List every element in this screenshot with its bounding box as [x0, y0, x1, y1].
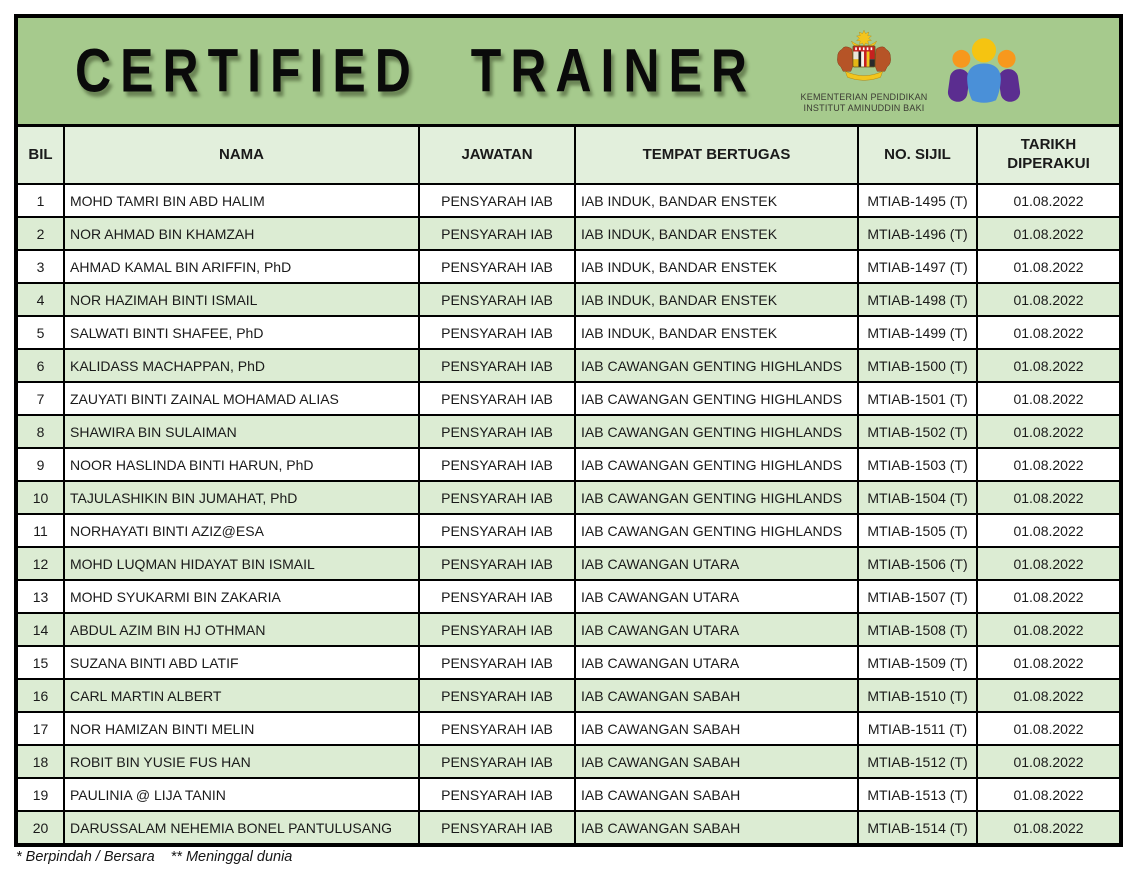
table-row: [18, 812, 1119, 843]
cell-no-sijil: MTIAB-1503 (T): [859, 449, 978, 480]
table-body: [18, 185, 1119, 843]
cell-bil: 11: [18, 515, 65, 546]
cell-no-sijil: MTIAB-1498 (T): [859, 284, 978, 315]
cell-no-sijil: MTIAB-1502 (T): [859, 416, 978, 447]
cell-bil: 3: [18, 251, 65, 282]
cell-no-sijil: MTIAB-1496 (T): [859, 218, 978, 249]
cell-tempat-bertugas: IAB INDUK, BANDAR ENSTEK: [576, 251, 859, 282]
cell-bil: 5: [18, 317, 65, 348]
cell-bil: 8: [18, 416, 65, 447]
title-banner: [18, 18, 1119, 127]
cell-bil: 13: [18, 581, 65, 612]
header-cell-tempat: TEMPAT BERTUGAS: [576, 127, 859, 183]
cell-tempat-bertugas: IAB CAWANGAN UTARA: [576, 647, 859, 678]
cell-tempat-bertugas: IAB CAWANGAN GENTING HIGHLANDS: [576, 449, 859, 480]
header-cell-jawatan: JAWATAN: [420, 127, 576, 183]
cell-tempat-bertugas: IAB CAWANGAN GENTING HIGHLANDS: [576, 515, 859, 546]
table-row: [18, 251, 1119, 284]
table-row: [18, 317, 1119, 350]
cell-tarikh-diperakui: 01.08.2022: [1013, 324, 1084, 341]
cell-nama: KALIDASS MACHAPPAN, PhD: [65, 350, 420, 381]
cell-nama: SUZANA BINTI ABD LATIF: [65, 647, 420, 678]
cell-jawatan: PENSYARAH IAB: [420, 746, 576, 777]
cell-nama: CARL MARTIN ALBERT: [65, 680, 420, 711]
table-row: [18, 746, 1119, 779]
cell-tempat-bertugas: IAB CAWANGAN UTARA: [576, 548, 859, 579]
cell-tempat-bertugas: IAB CAWANGAN GENTING HIGHLANDS: [576, 350, 859, 381]
cell-nama: PAULINIA @ LIJA TANIN: [65, 779, 420, 810]
cell-bil: 15: [18, 647, 65, 678]
cell-jawatan: PENSYARAH IAB: [420, 647, 576, 678]
cell-bil: 1: [18, 185, 65, 216]
table-row: [18, 680, 1119, 713]
cell-no-sijil: MTIAB-1510 (T): [859, 680, 978, 711]
crest-caption: [801, 92, 928, 114]
cell-no-sijil: MTIAB-1508 (T): [859, 614, 978, 645]
table-row: [18, 581, 1119, 614]
cell-tarikh-diperakui: 01.08.2022: [1013, 753, 1084, 770]
cell-jawatan: PENSYARAH IAB: [420, 779, 576, 810]
cell-nama: NOR AHMAD BIN KHAMZAH: [65, 218, 420, 249]
footnote-part1: * Berpindah / Bersara: [16, 849, 155, 865]
cell-bil: 12: [18, 548, 65, 579]
crest-caption-line2: INSTITUT AMINUDDIN BAKI: [803, 102, 925, 113]
cell-no-sijil: MTIAB-1507 (T): [859, 581, 978, 612]
cell-tempat-bertugas: IAB INDUK, BANDAR ENSTEK: [576, 218, 859, 249]
cell-jawatan: PENSYARAH IAB: [420, 284, 576, 315]
cell-nama: NORHAYATI BINTI AZIZ@ESA: [65, 515, 420, 546]
cell-nama: ZAUYATI BINTI ZAINAL MOHAMAD ALIAS: [65, 383, 420, 414]
cell-nama: NOOR HASLINDA BINTI HARUN, PhD: [65, 449, 420, 480]
title-wrap: [18, 36, 813, 106]
cell-tempat-bertugas: IAB INDUK, BANDAR ENSTEK: [576, 185, 859, 216]
malaysia-coat-of-arms-icon: [831, 29, 897, 90]
cell-bil: 14: [18, 614, 65, 645]
table-row: [18, 185, 1119, 218]
cell-tarikh-diperakui: 01.08.2022: [1013, 291, 1084, 308]
cell-jawatan: PENSYARAH IAB: [420, 218, 576, 249]
cell-jawatan: PENSYARAH IAB: [420, 812, 576, 843]
banner-logos: [800, 29, 1119, 114]
footnote: [16, 849, 308, 865]
cell-bil: 16: [18, 680, 65, 711]
cell-bil: 2: [18, 218, 65, 249]
cell-tarikh-diperakui: 01.08.2022: [1013, 588, 1084, 605]
cell-no-sijil: MTIAB-1504 (T): [859, 482, 978, 513]
cell-tarikh-diperakui: 01.08.2022: [1013, 456, 1084, 473]
cell-jawatan: PENSYARAH IAB: [420, 713, 576, 744]
page-title: CERTIFIED TRAINER: [75, 36, 756, 106]
table-row: [18, 647, 1119, 680]
cell-tempat-bertugas: IAB CAWANGAN GENTING HIGHLANDS: [576, 383, 859, 414]
cell-tempat-bertugas: IAB CAWANGAN SABAH: [576, 746, 859, 777]
cell-bil: 9: [18, 449, 65, 480]
cell-jawatan: PENSYARAH IAB: [420, 548, 576, 579]
cell-bil: 18: [18, 746, 65, 777]
cell-jawatan: PENSYARAH IAB: [420, 614, 576, 645]
table-row: [18, 284, 1119, 317]
cell-tarikh-diperakui: 01.08.2022: [1013, 555, 1084, 572]
cell-nama: SHAWIRA BIN SULAIMAN: [65, 416, 420, 447]
cell-no-sijil: MTIAB-1511 (T): [859, 713, 978, 744]
cell-tarikh-diperakui: 01.08.2022: [1013, 654, 1084, 671]
cell-jawatan: PENSYARAH IAB: [420, 482, 576, 513]
cell-jawatan: PENSYARAH IAB: [420, 416, 576, 447]
cell-tarikh-diperakui: 01.08.2022: [1013, 687, 1084, 704]
cell-nama: MOHD LUQMAN HIDAYAT BIN ISMAIL: [65, 548, 420, 579]
cell-tempat-bertugas: IAB INDUK, BANDAR ENSTEK: [576, 284, 859, 315]
cell-tempat-bertugas: IAB CAWANGAN SABAH: [576, 812, 859, 843]
cell-nama: NOR HAZIMAH BINTI ISMAIL: [65, 284, 420, 315]
team-people-icon: [945, 33, 1023, 110]
cell-jawatan: PENSYARAH IAB: [420, 251, 576, 282]
table-row: [18, 482, 1119, 515]
cell-bil: 4: [18, 284, 65, 315]
cell-nama: NOR HAMIZAN BINTI MELIN: [65, 713, 420, 744]
cell-tempat-bertugas: IAB CAWANGAN SABAH: [576, 779, 859, 810]
cell-tempat-bertugas: IAB INDUK, BANDAR ENSTEK: [576, 317, 859, 348]
cell-tarikh-diperakui: 01.08.2022: [1013, 720, 1084, 737]
cell-nama: AHMAD KAMAL BIN ARIFFIN, PhD: [65, 251, 420, 282]
certified-trainer-document: [14, 14, 1123, 847]
cell-tempat-bertugas: IAB CAWANGAN SABAH: [576, 713, 859, 744]
cell-nama: SALWATI BINTI SHAFEE, PhD: [65, 317, 420, 348]
cell-tarikh-diperakui: 01.08.2022: [1013, 192, 1084, 209]
cell-bil: 19: [18, 779, 65, 810]
header-cell-nama: NAMA: [65, 127, 420, 183]
header-cell-bil: BIL: [18, 127, 65, 183]
cell-bil: 6: [18, 350, 65, 381]
header-cell-sijil: NO. SIJIL: [859, 127, 978, 183]
cell-no-sijil: MTIAB-1514 (T): [859, 812, 978, 843]
cell-tarikh-diperakui: 01.08.2022: [1013, 621, 1084, 638]
cell-tarikh-diperakui: 01.08.2022: [1013, 423, 1084, 440]
cell-tempat-bertugas: IAB CAWANGAN SABAH: [576, 680, 859, 711]
table-row: [18, 416, 1119, 449]
table-row: [18, 449, 1119, 482]
cell-no-sijil: MTIAB-1506 (T): [859, 548, 978, 579]
table-row: [18, 515, 1119, 548]
header-cell-tarikh: TARIKH DIPERAKUI: [978, 127, 1119, 183]
cell-tarikh-diperakui: 01.08.2022: [1013, 390, 1084, 407]
cell-jawatan: PENSYARAH IAB: [420, 680, 576, 711]
crest-caption-line1: KEMENTERIAN PENDIDIKAN: [800, 91, 928, 102]
cell-tarikh-diperakui: 01.08.2022: [1013, 225, 1084, 242]
cell-jawatan: PENSYARAH IAB: [420, 449, 576, 480]
cell-jawatan: PENSYARAH IAB: [420, 350, 576, 381]
table-row: [18, 548, 1119, 581]
cell-tarikh-diperakui: 01.08.2022: [1013, 258, 1084, 275]
cell-no-sijil: MTIAB-1500 (T): [859, 350, 978, 381]
cell-jawatan: PENSYARAH IAB: [420, 317, 576, 348]
cell-nama: ABDUL AZIM BIN HJ OTHMAN: [65, 614, 420, 645]
cell-bil: 10: [18, 482, 65, 513]
cell-jawatan: PENSYARAH IAB: [420, 581, 576, 612]
cell-jawatan: PENSYARAH IAB: [420, 383, 576, 414]
table-row: [18, 713, 1119, 746]
table-row: [18, 383, 1119, 416]
cell-nama: MOHD SYUKARMI BIN ZAKARIA: [65, 581, 420, 612]
cell-bil: 7: [18, 383, 65, 414]
cell-no-sijil: MTIAB-1495 (T): [859, 185, 978, 216]
cell-bil: 17: [18, 713, 65, 744]
cell-no-sijil: MTIAB-1499 (T): [859, 317, 978, 348]
ministry-crest-block: [800, 29, 928, 114]
cell-jawatan: PENSYARAH IAB: [420, 185, 576, 216]
cell-tempat-bertugas: IAB CAWANGAN UTARA: [576, 614, 859, 645]
cell-tarikh-diperakui: 01.08.2022: [1013, 489, 1084, 506]
cell-nama: DARUSSALAM NEHEMIA BONEL PANTULUSANG: [65, 812, 420, 843]
cell-tempat-bertugas: IAB CAWANGAN UTARA: [576, 581, 859, 612]
table-row: [18, 218, 1119, 251]
cell-tarikh-diperakui: 01.08.2022: [1013, 786, 1084, 803]
cell-tarikh-diperakui: 01.08.2022: [1013, 357, 1084, 374]
cell-tempat-bertugas: IAB CAWANGAN GENTING HIGHLANDS: [576, 482, 859, 513]
table-row: [18, 350, 1119, 383]
cell-nama: ROBIT BIN YUSIE FUS HAN: [65, 746, 420, 777]
cell-tempat-bertugas: IAB CAWANGAN GENTING HIGHLANDS: [576, 416, 859, 447]
cell-nama: TAJULASHIKIN BIN JUMAHAT, PhD: [65, 482, 420, 513]
table-row: [18, 614, 1119, 647]
cell-bil: 20: [18, 812, 65, 843]
cell-tarikh-diperakui: 01.08.2022: [1013, 819, 1084, 836]
cell-no-sijil: MTIAB-1501 (T): [859, 383, 978, 414]
cell-no-sijil: MTIAB-1497 (T): [859, 251, 978, 282]
cell-no-sijil: MTIAB-1512 (T): [859, 746, 978, 777]
cell-no-sijil: MTIAB-1505 (T): [859, 515, 978, 546]
table-header-row: [18, 127, 1119, 185]
footnote-part2: ** Meninggal dunia: [170, 849, 293, 865]
cell-nama: MOHD TAMRI BIN ABD HALIM: [65, 185, 420, 216]
cell-no-sijil: MTIAB-1509 (T): [859, 647, 978, 678]
table-row: [18, 779, 1119, 812]
cell-jawatan: PENSYARAH IAB: [420, 515, 576, 546]
cell-no-sijil: MTIAB-1513 (T): [859, 779, 978, 810]
cell-tarikh-diperakui: 01.08.2022: [1013, 522, 1084, 539]
